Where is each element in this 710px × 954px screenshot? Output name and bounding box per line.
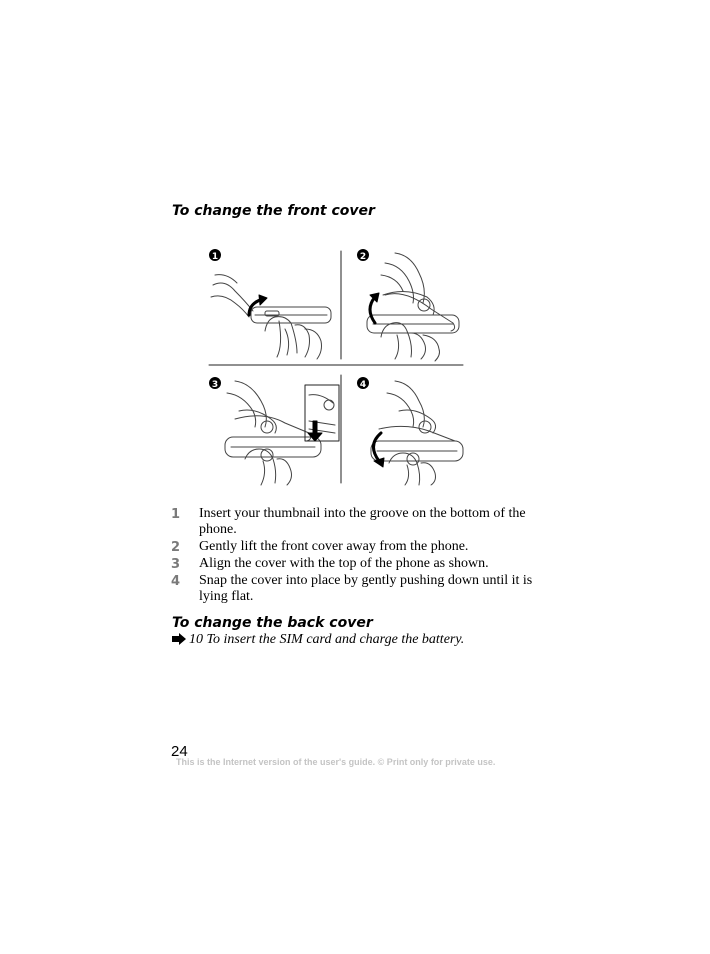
panel-2-drawing [367, 253, 459, 361]
svg-text:2: 2 [359, 252, 367, 262]
step-number: 4 [171, 574, 181, 589]
cross-reference[interactable] [172, 632, 464, 650]
step-item [171, 506, 541, 538]
front-cover-steps [171, 506, 541, 606]
step-badge-3-icon [209, 377, 221, 390]
front-cover-heading: To change the front cover [172, 203, 375, 219]
page-number: 24 [171, 743, 188, 760]
step-item [171, 539, 541, 555]
panel-2-arrow [370, 297, 375, 323]
step-number: 3 [171, 557, 181, 572]
step-badge-4-icon [357, 377, 369, 390]
step-badge-2-icon [357, 249, 369, 262]
step-item [171, 556, 541, 572]
footer-note: This is the Internet version of the user's guide. © Print only for private use. [176, 757, 496, 767]
step-text: Align the cover with the top of the phone as shown. [199, 556, 489, 571]
panel-4-drawing [371, 381, 463, 485]
right-arrow-icon [172, 633, 186, 650]
front-cover-illustration [205, 245, 467, 490]
step-text: Snap the cover into place by gently pushing down until it is lying flat. [199, 573, 533, 604]
panel-1-drawing [211, 275, 331, 359]
step-text: Gently lift the front cover away from the phone. [199, 539, 469, 554]
step-badge-1-icon [209, 249, 221, 262]
step-item [171, 573, 541, 605]
step-text: Insert your thumbnail into the groove on the bottom of the phone. [199, 506, 526, 537]
cross-reference-text: 10 To insert the SIM card and charge the battery. [189, 632, 465, 647]
svg-text:4: 4 [359, 380, 367, 390]
step-number: 2 [171, 540, 181, 555]
svg-text:3: 3 [211, 380, 219, 390]
svg-text:1: 1 [211, 252, 219, 262]
panel-4-arrow [373, 433, 381, 461]
back-cover-heading: To change the back cover [172, 615, 373, 631]
step-number: 1 [171, 507, 181, 522]
